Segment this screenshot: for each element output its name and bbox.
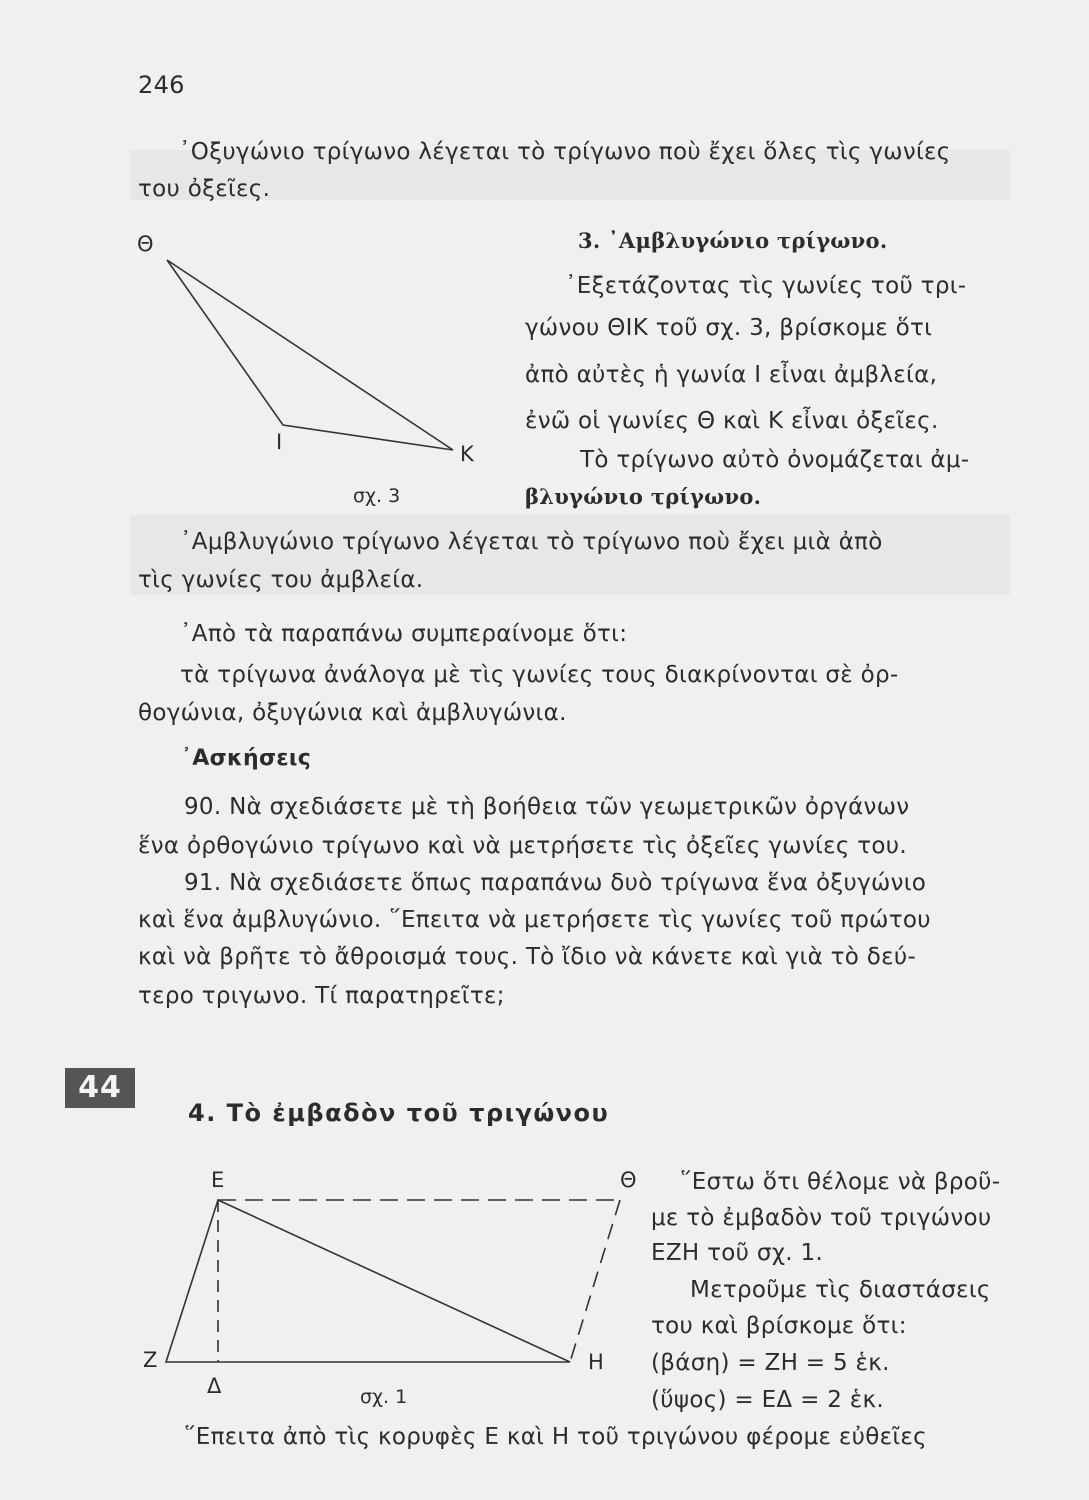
area-line-5: του καὶ βρίσκομε ὅτι: [651,1313,907,1339]
obtuse-line-1: ᾿Εξετάζοντας τὶς γωνίες τοῦ τρι- [565,273,967,299]
vertex-h-label: Η [588,1350,604,1374]
conclusion-line-2: τὰ τρίγωνα ἀνάλογα μὲ τὶς γωνίες τους διακρίνονται σὲ ὀρ- [180,662,899,688]
area-line-2: με τὸ ἐμβαδὸν τοῦ τριγώνου [651,1205,992,1231]
dashed-line-theta-h [570,1200,620,1362]
triangle-e-z-h [166,1200,570,1362]
figure-1-triangle-parallelogram [150,1180,630,1380]
figure-3-obtuse-triangle [135,230,475,490]
section-badge: 44 [65,1068,135,1108]
exercise-line-2: ἕνα ὀρθογώνιο τρίγωνο καὶ νὰ μετρήσετε τὶς ὀξεῖες γωνίες του. [138,833,907,859]
figure-3-caption: σχ. 3 [353,485,401,507]
exercise-line-3: 91. Νὰ σχεδιάσετε ὅπως παραπάνω δυὸ τρίγωνα ἕνα ὀξυγώνιο [184,870,927,896]
exercises-heading: ᾿Ασκήσεις [181,746,312,771]
vertex-i-label: Ι [276,430,283,454]
area-line-7: (ὕψος) = ΕΔ = 2 ἑκ. [651,1387,884,1413]
exercise-line-1: 90. Νὰ σχεδιάσετε μὲ τὴ βοήθεια τῶν γεωμετρικῶν ὀργάνων [184,794,910,820]
obtuse-line-3: ἀπὸ αὐτὲς ἡ γωνία Ι εἶναι ἀμβλεία, [525,362,938,388]
obtuse-definition-line-1: ᾿Αμβλυγώνιο τρίγωνο λέγεται τὸ τρίγωνο ποὺ ἔχει μιὰ ἀπὸ [180,529,883,555]
area-line-6: (βάση) = ΖΗ = 5 ἑκ. [651,1350,890,1376]
area-last-line: ῞Επειτα ἀπὸ τὶς κορυφὲς Ε καὶ Η τοῦ τριγώνου φέρομε εὐθεῖες [184,1424,927,1450]
acute-definition-line-1: ᾿Οξυγώνιο τρίγωνο λέγεται τὸ τρίγωνο ποὺ ἔχει ὅλες τὶς γωνίες [179,139,951,165]
vertex-theta-label: Θ [137,232,154,256]
obtuse-line-5: Τὸ τρίγωνο αὐτὸ ὀνομάζεται ἀμ- [580,447,970,473]
triangle-theta-i-k [167,260,453,450]
vertex-k-label: Κ [460,442,474,466]
exercise-line-6: τερο τριγωνο. Τί παρατηρεῖτε; [138,983,505,1009]
area-line-3: ΕΖΗ τοῦ σχ. 1. [651,1240,824,1266]
exercise-line-5: καὶ νὰ βρῆτε τὸ ἄθροισμά τους. Τὸ ἴδιο νὰ κάνετε καὶ γιὰ τὸ δεύ- [138,944,917,970]
area-line-4: Μετροῦμε τὶς διαστάσεις [690,1277,991,1303]
page-number: 246 [138,71,185,99]
obtuse-definition-line-2: τὶς γωνίες του ἀμβλεία. [138,567,424,593]
vertex-delta-label: Δ [207,1374,222,1398]
exercise-line-4: καὶ ἕνα ἀμβλυγώνιο. ῞Επειτα νὰ μετρήσετε τὶς γωνίες τοῦ πρώτου [138,907,931,933]
conclusion-line-1: ᾿Απὸ τὰ παραπάνω συμπεραίνομε ὅτι: [180,621,628,647]
obtuse-heading: 3. ᾿Αμβλυγώνιο τρίγωνο. [578,228,888,253]
area-heading: 4. Τὸ ἐμβαδὸν τοῦ τριγώνου [188,1099,610,1127]
vertex-e-label: Ε [211,1168,225,1192]
acute-definition-line-2: του ὀξεῖες. [138,176,271,202]
figure-1-caption: σχ. 1 [360,1386,408,1408]
vertex-theta-label-fig1: Θ [620,1168,637,1192]
area-line-1: ῞Εστω ὅτι θέλομε νὰ βροῦ- [680,1169,1001,1195]
obtuse-line-4: ἐνῶ οἱ γωνίες Θ καὶ Κ εἶναι ὀξεῖες. [525,408,939,434]
vertex-z-label: Ζ [143,1348,158,1372]
obtuse-line-6: βλυγώνιο τρίγωνο. [525,484,762,509]
conclusion-line-3: θογώνια, ὀξυγώνια καὶ ἀμβλυγώνια. [138,700,567,726]
obtuse-line-2: γώνου ΘΙΚ τοῦ σχ. 3, βρίσκομε ὅτι [525,315,933,341]
